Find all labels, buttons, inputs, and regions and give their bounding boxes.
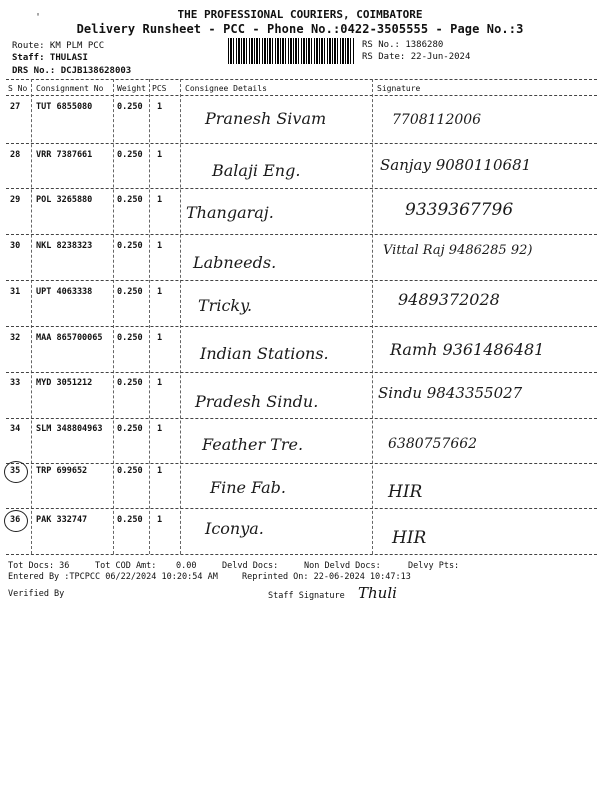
row-weight: 0.250: [117, 378, 143, 388]
row-weight: 0.250: [117, 195, 143, 205]
row-weight: 0.250: [117, 515, 143, 525]
row-signature: 9489372028: [398, 290, 500, 309]
row-weight: 0.250: [117, 424, 143, 434]
row-consignment: UPT 4063338: [36, 287, 93, 297]
row-divider: [6, 326, 597, 327]
col-divider: [31, 79, 32, 554]
col-header-consignment: Consignment No: [36, 84, 104, 93]
row-consignee: Indian Stations.: [200, 344, 329, 363]
row-weight: 0.250: [117, 102, 143, 112]
row-pcs: 1: [157, 287, 163, 297]
row-weight: 0.250: [117, 287, 143, 297]
row-pcs: 1: [157, 150, 163, 160]
row-pcs: 1: [157, 195, 163, 205]
col-divider: [372, 79, 373, 554]
stray-mark: ': [35, 12, 42, 23]
total-cod-value: 0.00: [176, 561, 197, 571]
row-sno: 34: [10, 424, 21, 434]
row-signature: 6380757662: [388, 436, 478, 452]
row-pcs: 1: [157, 515, 163, 525]
row-consignment: NKL 8238323: [36, 241, 93, 251]
col-divider: [149, 79, 150, 554]
row-signature: Sanjay 9080110681: [380, 156, 532, 174]
row-divider: [6, 188, 597, 189]
row-consignee: Thangaraj.: [186, 203, 274, 222]
table-bottom-rule: [6, 554, 597, 555]
row-divider: [6, 280, 597, 281]
row-sno: 30: [10, 241, 21, 251]
row-consignment: TUT 6855080: [36, 102, 93, 112]
col-header-weight: Weight: [117, 84, 146, 93]
row-pcs: 1: [157, 241, 163, 251]
row-divider: [6, 463, 597, 464]
staff-signature-label: Staff Signature: [268, 591, 345, 601]
row-sno: 29: [10, 195, 21, 205]
row-pcs: 1: [157, 424, 163, 434]
row-weight: 0.250: [117, 150, 143, 160]
row-consignment: MAA 865700065: [36, 333, 103, 343]
row-divider: [6, 508, 597, 509]
header-rule-top: [6, 79, 597, 80]
row-consignee: Labneeds.: [193, 253, 277, 272]
row-consignment: TRP 699652: [36, 466, 88, 476]
row-consignee: Iconya.: [205, 519, 264, 538]
row-signature: 7708112006: [392, 112, 482, 128]
row-consignee: Balaji Eng.: [212, 161, 301, 180]
row-signature: Sindu 9843355027: [378, 384, 523, 402]
row-signature: 9339367796: [405, 200, 514, 220]
staff-label: Staff: THULASI: [12, 53, 88, 63]
row-consignee: Pradesh Sindu.: [195, 392, 319, 411]
row-divider: [6, 143, 597, 144]
barcode: [228, 38, 354, 64]
row-signature: HIR: [388, 482, 423, 502]
row-divider: [6, 418, 597, 419]
row-consignment: POL 3265880: [36, 195, 93, 205]
row-sno: 28: [10, 150, 21, 160]
row-consignment: SLM 348804963: [36, 424, 103, 434]
row-sno: 33: [10, 378, 21, 388]
delivery-points: Delvy Pts:: [408, 561, 460, 571]
col-divider: [180, 79, 181, 554]
row-pcs: 1: [157, 333, 163, 343]
row-pcs: 1: [157, 102, 163, 112]
row-weight: 0.250: [117, 466, 143, 476]
row-weight: 0.250: [117, 333, 143, 343]
row-divider: [6, 372, 597, 373]
col-header-signature: Signature: [377, 84, 421, 93]
verified-by: Verified By: [8, 589, 65, 599]
col-header-sno: S No: [8, 84, 28, 93]
row-pcs: 1: [157, 378, 163, 388]
non-delivered-docs: Non Delvd Docs:: [304, 561, 381, 571]
row-weight: 0.250: [117, 241, 143, 251]
row-sno: 27: [10, 102, 21, 112]
row-divider: [6, 234, 597, 235]
row-sno: 31: [10, 287, 21, 297]
entered-by: Entered By :TPCPCC 06/22/2024 10:20:54 AM: [8, 572, 218, 582]
total-docs: Tot Docs: 36: [8, 561, 70, 571]
total-cod-label: Tot COD Amt:: [95, 561, 157, 571]
row-consignment: PAK 332747: [36, 515, 88, 525]
col-divider: [113, 79, 114, 554]
row-signature: HIR: [392, 528, 427, 548]
row-consignment: MYD 3051212: [36, 378, 93, 388]
row-signature: Ramh 9361486481: [390, 340, 545, 359]
row-signature: Vittal Raj 9486285 92): [383, 243, 533, 258]
company-name: THE PROFESSIONAL COURIERS, COIMBATORE: [177, 8, 423, 21]
row-sno: 36: [10, 515, 21, 525]
route-label: Route: KM PLM PCC: [12, 41, 105, 51]
staff-signature: Thuli: [358, 584, 397, 602]
row-sno: 32: [10, 333, 21, 343]
rs-date: RS Date: 22-Jun-2024: [362, 52, 471, 62]
col-header-pcs: PCS: [152, 84, 167, 93]
col-header-consignee: Consignee Details: [185, 84, 267, 93]
row-sno: 35: [10, 466, 21, 476]
runsheet-title: Delivery Runsheet - PCC - Phone No.:0422-3505555 - Page No.:3: [76, 22, 524, 36]
rs-number: RS No.: 1386280: [362, 40, 444, 50]
delivered-docs: Delvd Docs:: [222, 561, 279, 571]
row-pcs: 1: [157, 466, 163, 476]
header-rule-bottom: [6, 95, 597, 96]
row-consignee: Pranesh Sivam: [205, 109, 327, 128]
drs-number: DRS No.: DCJB138628003: [12, 66, 132, 76]
row-consignee: Feather Tre.: [202, 435, 304, 454]
row-consignment: VRR 7387661: [36, 150, 93, 160]
reprinted-on: Reprinted On: 22-06-2024 10:47:13: [242, 572, 411, 582]
row-consignee: Tricky.: [198, 296, 253, 315]
row-consignee: Fine Fab.: [210, 478, 286, 497]
